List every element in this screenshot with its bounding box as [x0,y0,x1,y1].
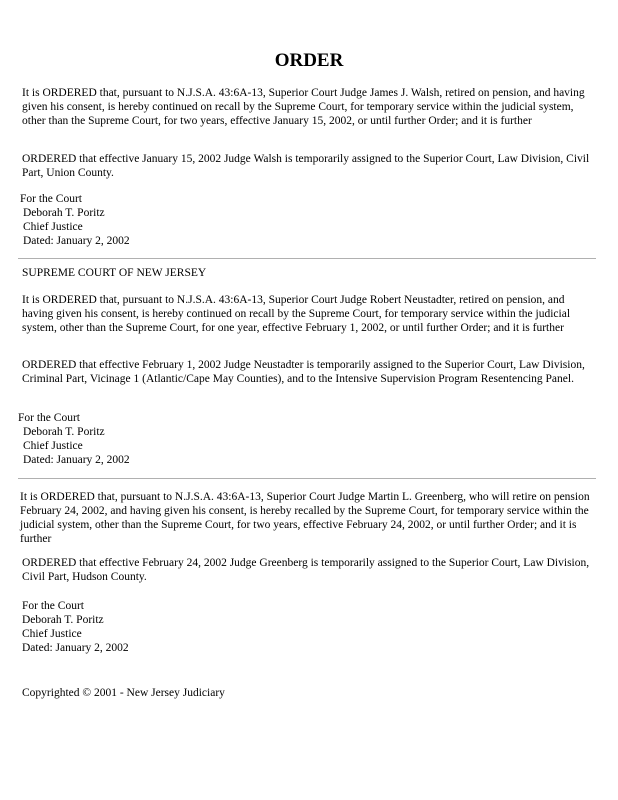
order-2-paragraph-2 [22,358,596,386]
order-paragraph: ORDERED that effective January 15, 2002 Judge Walsh is temporarily assigned to the Superior Court, Law Division, Civil Part, Union County. [22,153,590,179]
signature-role: Chief Justice [22,628,82,640]
signature-date: Dated: January 2, 2002 [23,235,130,247]
order-2-signature [18,411,130,467]
order-3-paragraph-2 [22,556,596,584]
order-paragraph: It is ORDERED that, pursuant to N.J.S.A. 43:6A-13, Superior Court Judge James J. Walsh, retired on pension, and having given his consent, is hereby continued on recall by the Supreme Court, for temporary service within the judicial system, other than the Supreme Court, for two years, effective January 15, 2002, or until further Order; and it is further [22,87,585,127]
order-paragraph: It is ORDERED that, pursuant to N.J.S.A. 43:6A-13, Superior Court Judge Robert Neustadter, retired on pension, and having given his consent, is hereby continued on recall by the Supreme Court, for temporary service within the judicial system, other than the Supreme Court, for one year, effective February 1, 2002, or until further Order; and it is further [22,294,571,334]
order-3-paragraph-1 [20,490,594,546]
signature-line: For the Court [18,412,80,424]
section-divider [18,258,596,259]
order-1-paragraph-2 [22,152,596,180]
signature-date: Dated: January 2, 2002 [22,642,129,654]
order-1-signature [20,192,130,248]
order-paragraph: ORDERED that effective February 24, 2002 Judge Greenberg is temporarily assigned to the Superior Court, Law Division, Civil Part, Hudson County. [22,557,590,583]
signature-role: Chief Justice [23,440,83,452]
signature-role: Chief Justice [23,221,83,233]
section-divider [18,478,596,479]
court-caption: SUPREME COURT OF NEW JERSEY [22,267,207,279]
signature-date: Dated: January 2, 2002 [23,454,130,466]
order-2-paragraph-1 [22,293,596,335]
order-paragraph: ORDERED that effective February 1, 2002 Judge Neustadter is temporarily assigned to the Superior Court, Law Division, Criminal Part, Vicinage 1 (Atlantic/Cape May Counties), and to the Intensive Supervision Program Resentencing Panel. [22,359,585,385]
page-title: ORDER [274,50,344,71]
copyright-footer: Copyrighted © 2001 - New Jersey Judiciary [22,687,225,699]
signature-line: For the Court [20,193,82,205]
order-1-paragraph-1 [22,86,596,128]
signature-name: Deborah T. Poritz [22,614,104,626]
signature-name: Deborah T. Poritz [23,426,105,438]
signature-name: Deborah T. Poritz [23,207,105,219]
order-3-signature [22,599,129,655]
signature-line: For the Court [22,600,84,612]
order-paragraph: It is ORDERED that, pursuant to N.J.S.A. 43:6A-13, Superior Court Judge Martin L. Greenberg, who will retire on pension February 24, 2002, and having given his consent, is hereby recalled by the Supreme Court, for temporary service within the judicial system, other than the Supreme Court, for two years, effective February 24, 2002, or until further Order; and it is further [20,491,590,545]
